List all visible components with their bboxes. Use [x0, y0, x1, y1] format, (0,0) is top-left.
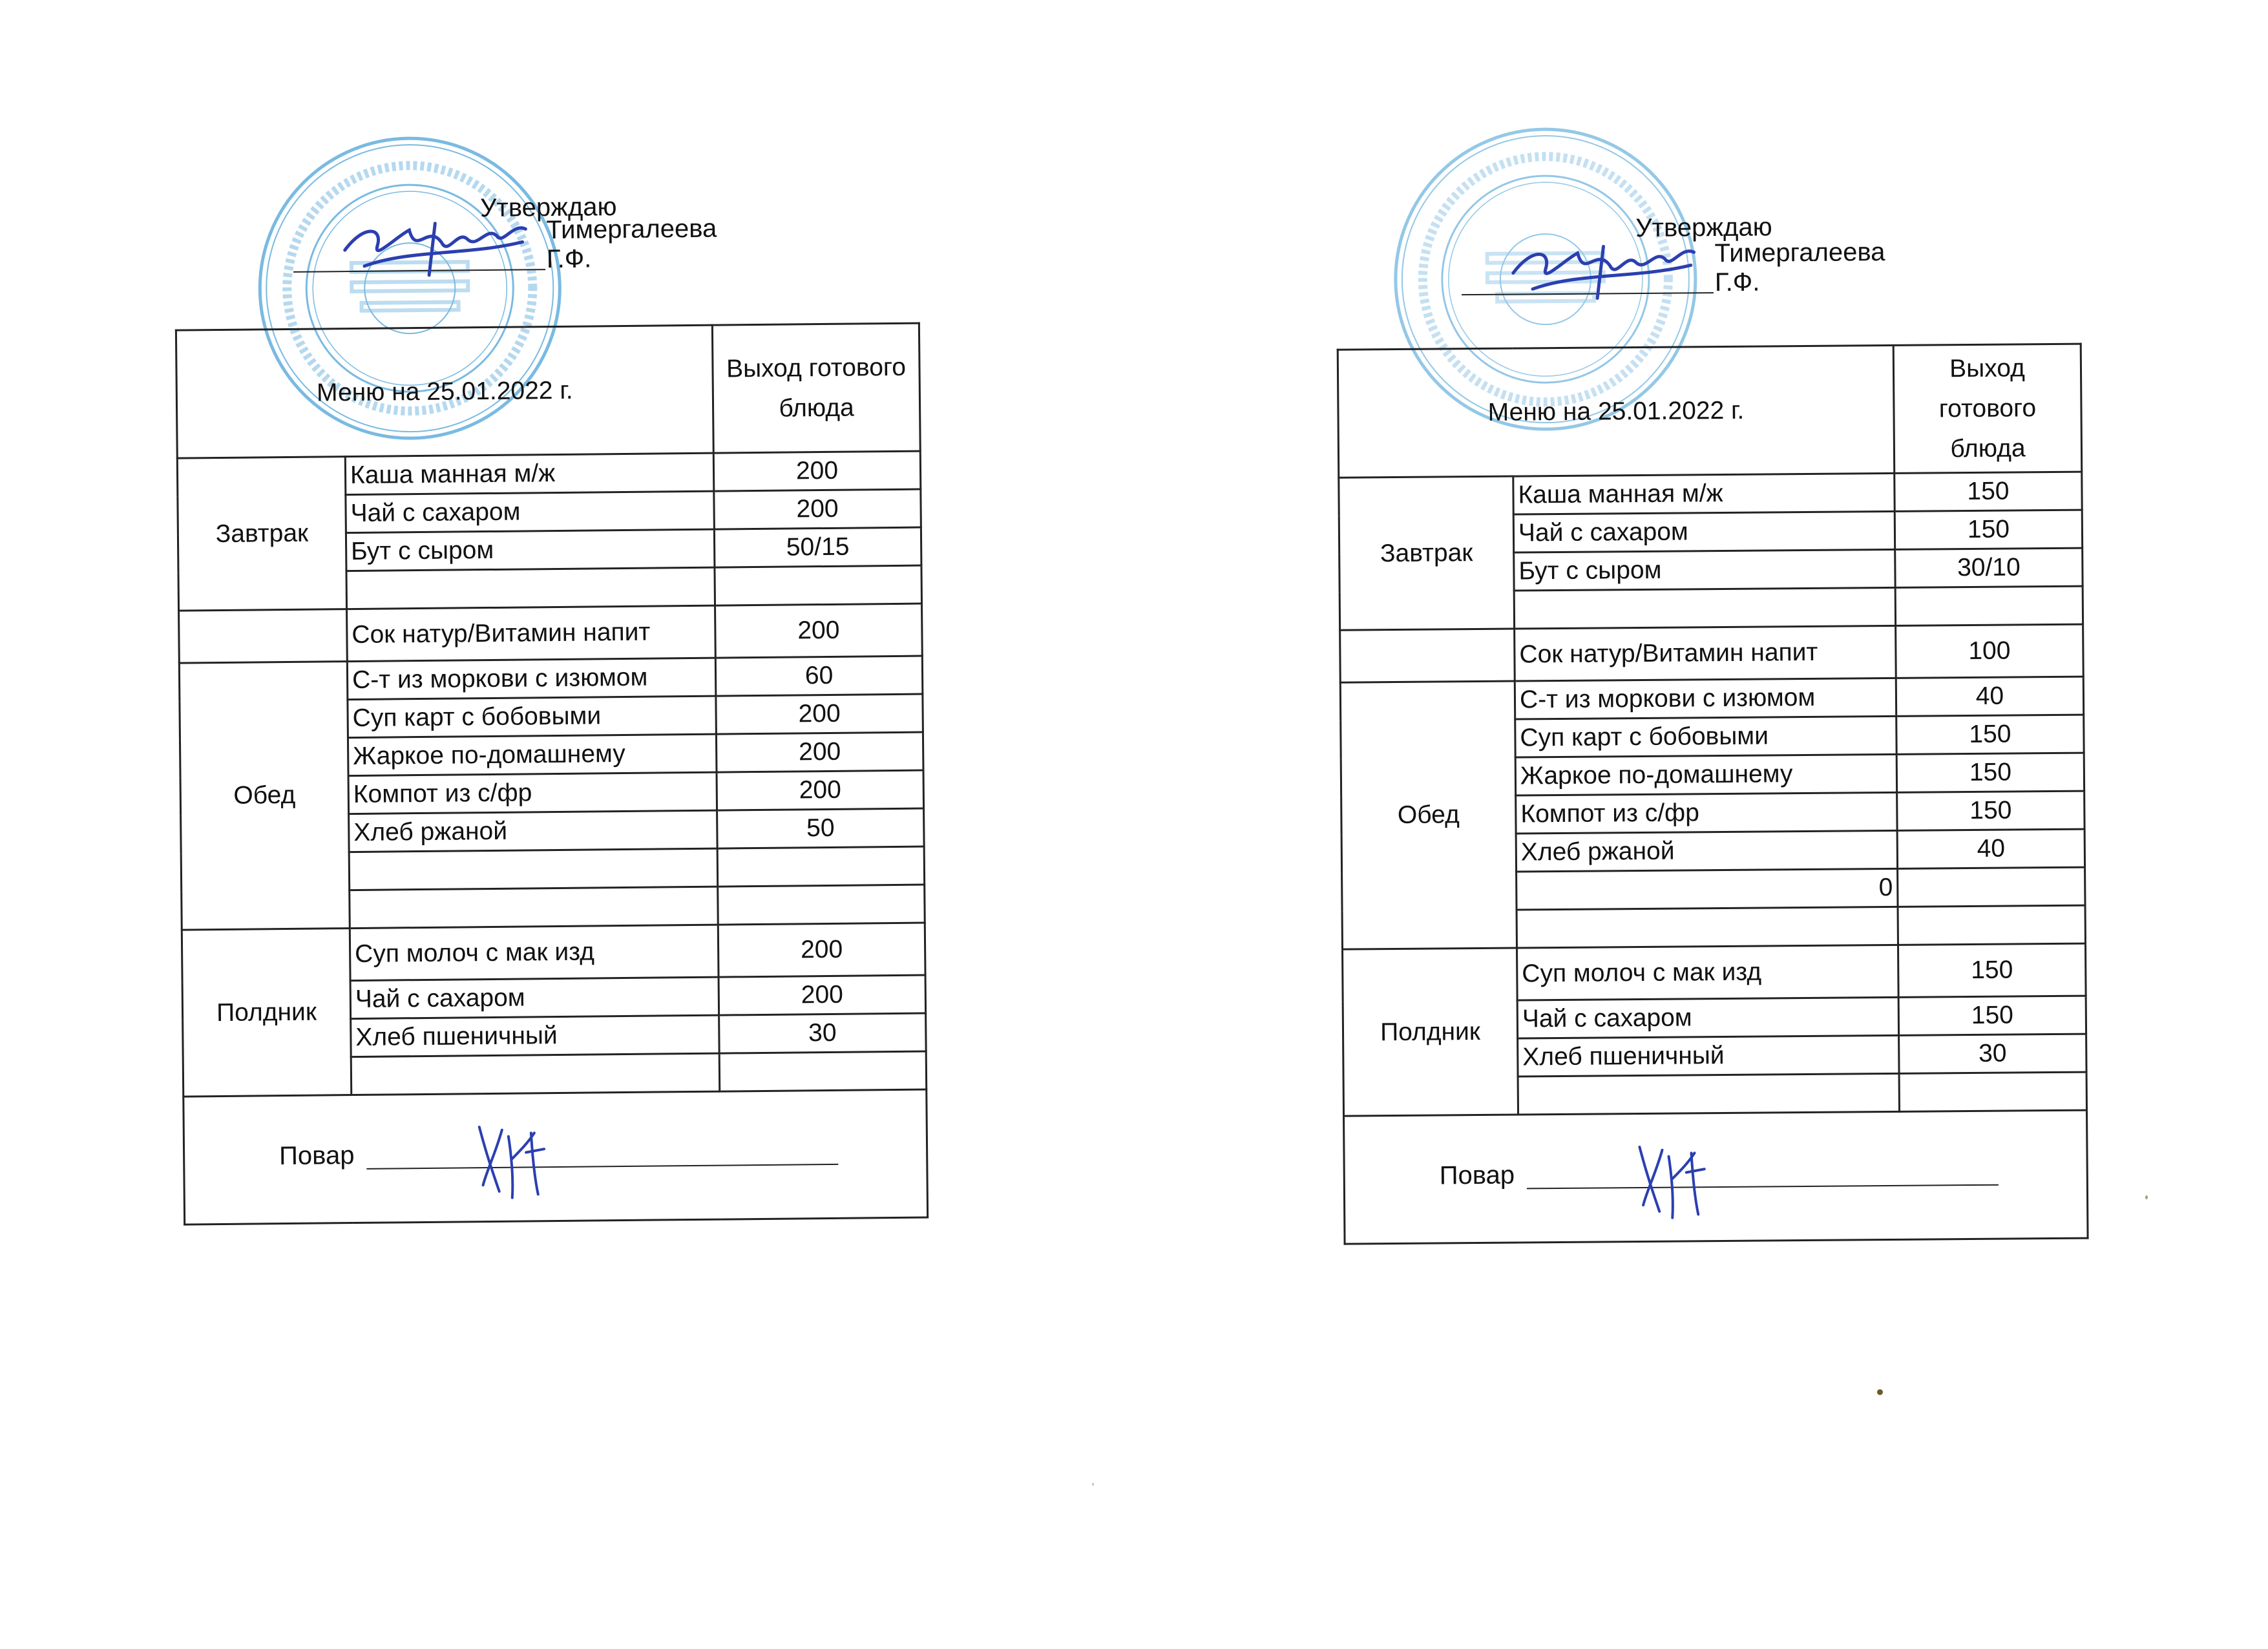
dish-name: Каша манная м/ж	[345, 453, 714, 494]
output-header: Выход готового блюда	[712, 323, 920, 453]
meal-breakfast: Завтрак	[1339, 476, 1515, 630]
dish-name: Суп карт с бобовыми	[348, 696, 717, 737]
dish-output: 150	[1895, 472, 2082, 511]
cook-signature	[1633, 1133, 1711, 1224]
dish-output: 30	[1899, 1034, 2086, 1073]
dish-output: 150	[1896, 715, 2084, 754]
dish-name: Чай с сахаром	[1517, 997, 1898, 1038]
dish-name: Хлеб ржаной	[349, 810, 718, 852]
cook-row	[1344, 1110, 2088, 1244]
cook-label: Повар	[1439, 1161, 1515, 1190]
dish-output: 200	[719, 975, 926, 1015]
table-row	[182, 923, 925, 982]
table-row	[1340, 624, 2084, 682]
approval-label: Утверждаю	[479, 193, 617, 223]
dish-name: Хлеб пшеничный	[351, 1015, 720, 1056]
dish-output: 30	[719, 1013, 927, 1053]
dish-name: Жаркое по-домашнему	[1515, 754, 1896, 795]
approval-label: Утверждаю	[1635, 213, 1772, 243]
dish-output: 200	[718, 923, 925, 977]
dish-name: Компот из с/фр	[348, 772, 717, 814]
dish-output: 150	[1895, 510, 2082, 549]
director-signature	[1506, 233, 1701, 305]
table-row	[177, 451, 921, 496]
director-signature-line	[293, 214, 717, 277]
dish-name: Чай с сахаром	[346, 491, 715, 532]
menu-title: Меню на 25.01.2022 г.	[1338, 345, 1895, 478]
dish-output: 50/15	[714, 527, 921, 567]
dish-name: Суп молоч с мак изд	[350, 925, 719, 980]
dish-output: 50	[717, 808, 925, 848]
cook-row	[184, 1089, 928, 1224]
output-header: Выход готового блюда	[1893, 344, 2082, 473]
dish-name: Компот из с/фр	[1516, 792, 1897, 834]
dish-name: Чай с сахаром	[350, 977, 719, 1018]
menu-table	[1337, 343, 2089, 1245]
scan-speck	[1092, 1483, 1094, 1486]
dish-name: Суп карт с бобовыми	[1515, 716, 1896, 757]
dish-name: Хлеб ржаной	[1516, 830, 1897, 872]
dish-output: 30/10	[1895, 548, 2083, 587]
meal-breakfast: Завтрак	[177, 457, 346, 611]
dish-name: Жаркое по-домашнему	[348, 734, 717, 775]
dish-name: Суп молоч с мак изд	[1517, 945, 1899, 1000]
dish-name: С-т из моркови с изюмом	[1515, 678, 1896, 719]
meal-lunch: Обед	[1340, 681, 1517, 949]
dish-name: С-т из моркови с изюмом	[347, 658, 716, 699]
table-row	[179, 604, 923, 663]
meal-snack: Полдник	[1343, 948, 1518, 1116]
table-header-row	[1338, 344, 2082, 478]
director-name: Тимергалеева Г.Ф.	[546, 214, 717, 274]
dish-name: Бут с сыром	[346, 529, 715, 571]
cook-signature-line	[366, 1164, 838, 1170]
dish-name: Чай с сахаром	[1513, 511, 1895, 552]
dish-output: 200	[717, 770, 924, 810]
dish-output: 150	[1897, 791, 2084, 830]
table-row	[1343, 943, 2086, 1002]
meal-lunch: Обед	[179, 662, 350, 930]
dish-name: Бут с сыром	[1514, 549, 1895, 591]
meal-blank	[1340, 629, 1515, 682]
table-row	[179, 656, 923, 701]
dish-output: 40	[1897, 829, 2084, 868]
cook-signature	[473, 1113, 551, 1204]
scan-speck	[2145, 1195, 2148, 1199]
menu-title: Меню на 25.01.2022 г.	[176, 325, 713, 458]
dish-output: 100	[1896, 624, 2084, 678]
dish-output: 150	[1898, 996, 2086, 1035]
meal-blank	[179, 609, 348, 663]
menu-table	[175, 322, 929, 1226]
dish-name: Сок натур/Витамин напит	[347, 605, 716, 661]
dish-output: 200	[714, 489, 921, 529]
table-header-row	[176, 323, 920, 458]
dish-output: 40	[1896, 677, 2083, 716]
dish-output: 60	[715, 656, 923, 696]
director-signature-line	[1462, 238, 1885, 299]
director-name: Тимергалеева Г.Ф.	[1714, 238, 1885, 297]
dish-output: 150	[1896, 753, 2084, 792]
dish-name: Хлеб пшеничный	[1518, 1035, 1899, 1077]
cook-signature-line	[1527, 1184, 1999, 1190]
dish-output: 200	[713, 451, 921, 491]
cook-label: Повар	[278, 1141, 355, 1171]
scan-speck	[1877, 1389, 1883, 1395]
dish-name: Каша манная м/ж	[1513, 473, 1895, 514]
director-signature	[338, 209, 532, 282]
meal-snack: Полдник	[182, 929, 351, 1097]
dish-output: 200	[715, 604, 923, 658]
menu-sheet-left	[150, 129, 923, 1266]
dish-name: Сок натур/Витамин напит	[1515, 625, 1896, 681]
zero-value: 0	[1517, 868, 1898, 910]
dish-output: 200	[716, 732, 923, 772]
menu-sheet-right	[1312, 120, 2083, 1257]
dish-output: 150	[1898, 943, 2086, 997]
table-row	[1340, 677, 2083, 720]
table-row	[1339, 472, 2082, 516]
dish-output: 200	[716, 694, 923, 734]
